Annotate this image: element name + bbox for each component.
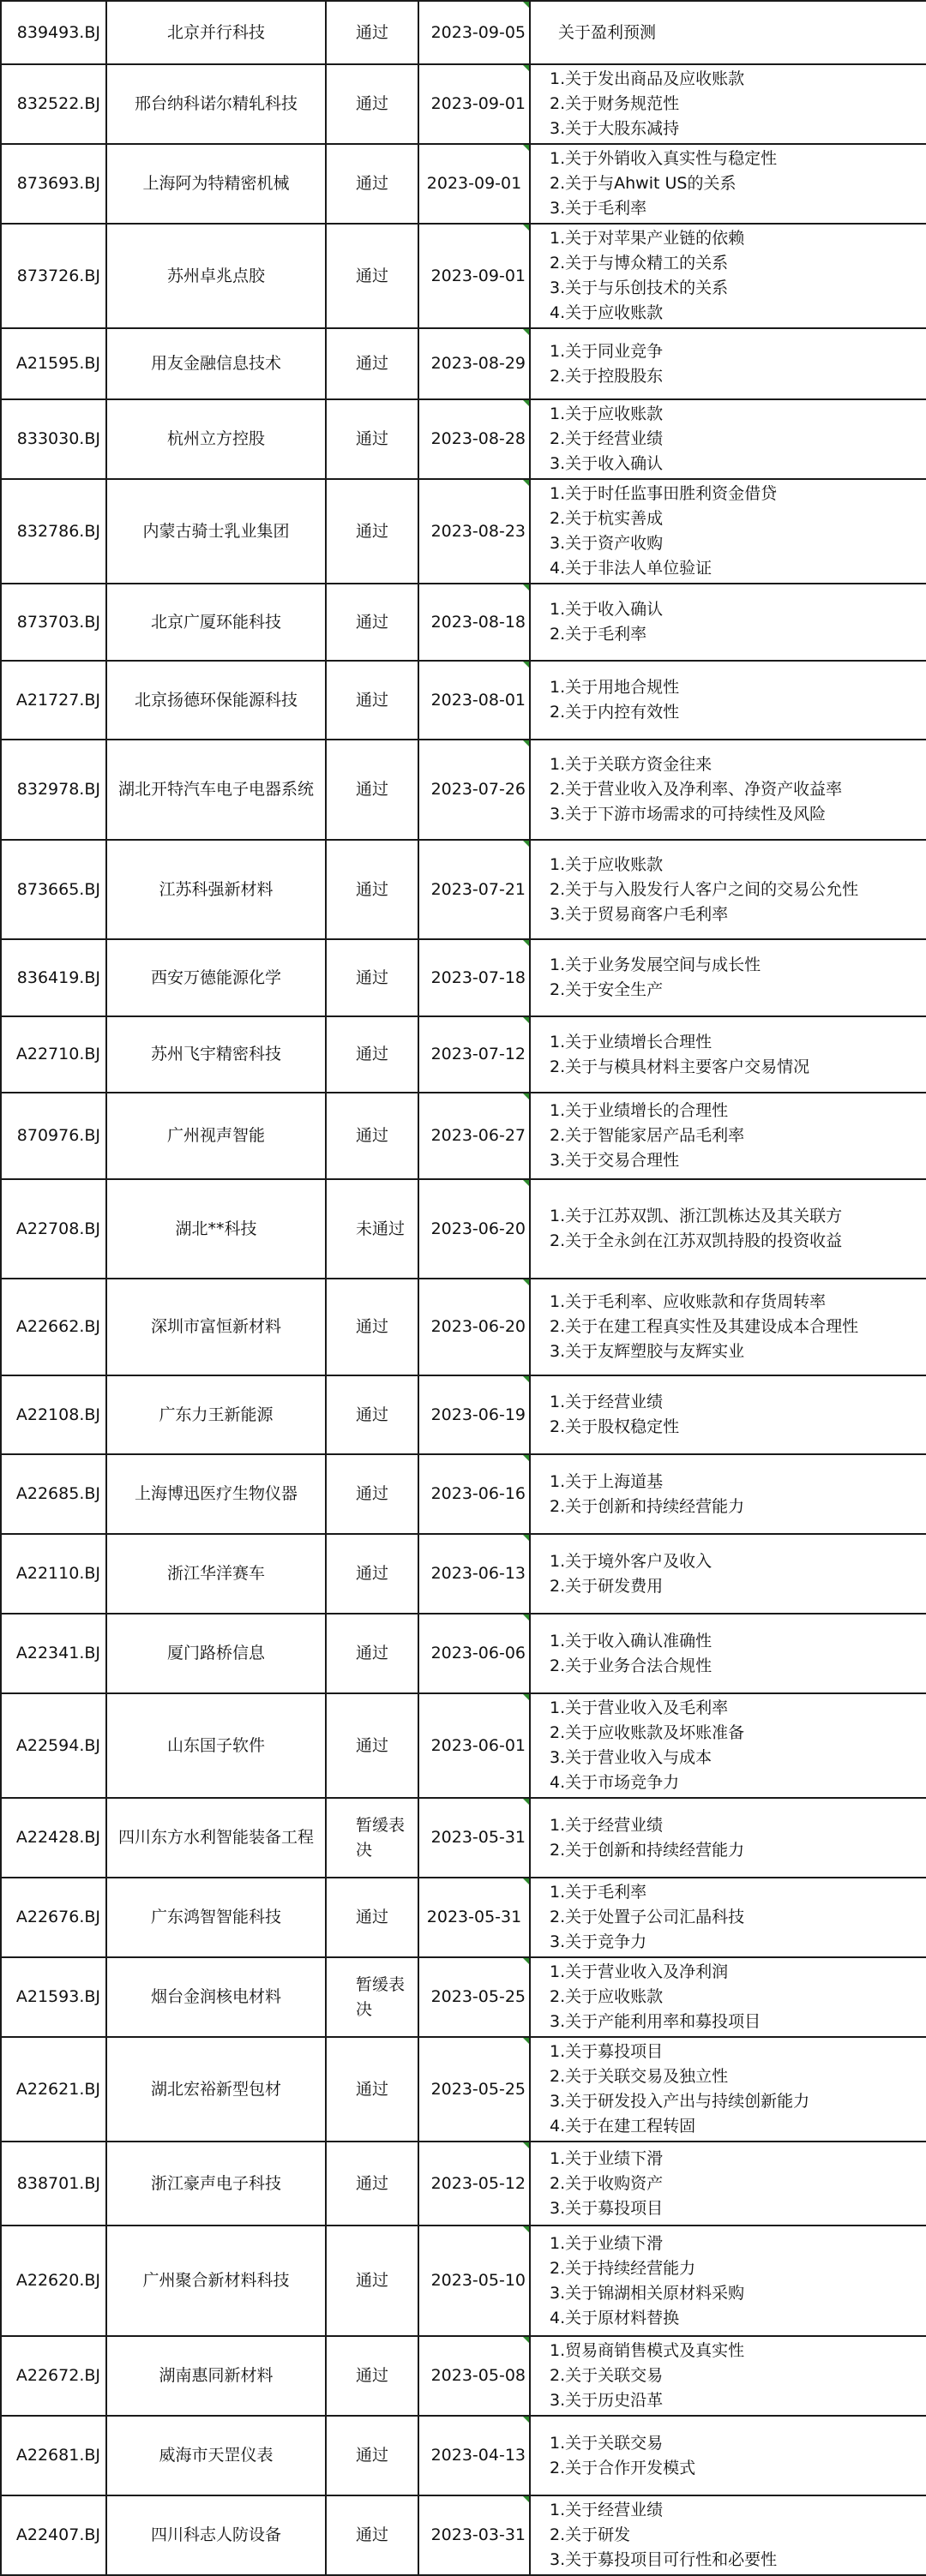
table-body [1, 1, 926, 2575]
inquiry-issue-item: 2.关于与模具材料主要客户交易情况 [550, 1057, 810, 1076]
inquiry-issue-item: 1.关于业绩增长合理性 [550, 1032, 713, 1051]
review-date-cell: 2023-07-12 [418, 1016, 530, 1093]
table-row [1, 840, 926, 939]
review-date-cell: 2023-05-25 [418, 2037, 530, 2142]
table-row [1, 740, 926, 840]
stock-code-cell: A22710.BJ [1, 1016, 106, 1093]
inquiry-issues-cell [530, 1375, 926, 1454]
company-name-cell: 用友金融信息技术 [106, 328, 326, 399]
inquiry-issue-item: 3.关于下游市场需求的可持续性及风险 [550, 805, 827, 824]
review-date-cell: 2023-06-06 [418, 1614, 530, 1693]
inquiry-issue-item: 1.关于营业收入及净利润 [550, 1962, 729, 1981]
company-name-cell: 浙江豪声电子科技 [106, 2142, 326, 2226]
inquiry-issue-item: 1.关于业绩下滑 [550, 2148, 664, 2168]
inquiry-issue-item: 4.关于在建工程转固 [550, 2117, 696, 2136]
table-row [1, 144, 926, 224]
inquiry-issue-item: 1.关于业务发展空间与成长性 [550, 956, 761, 974]
company-name-cell: 上海阿为特精密机械 [106, 144, 326, 224]
review-result-cell: 通过 [326, 1693, 418, 1798]
inquiry-issue-item: 2.关于关联交易 [550, 2366, 664, 2385]
inquiry-issue-item: 2.关于毛利率 [550, 625, 647, 644]
inquiry-issue-item: 1.关于上海道基 [550, 1471, 664, 1491]
table-row [1, 2226, 926, 2336]
review-date-cell: 2023-05-12 [418, 2142, 530, 2226]
review-date-cell: 2023-05-10 [418, 2226, 530, 2336]
review-date-cell: 2023-05-08 [418, 2336, 530, 2416]
inquiry-issues-cell [530, 1957, 926, 2037]
inquiry-issues-cell [530, 1878, 926, 1957]
review-date-cell: 2023-06-20 [418, 1279, 530, 1375]
review-result-cell: 通过 [326, 1454, 418, 1534]
inquiry-issues-cell [530, 399, 926, 479]
table-row [1, 2416, 926, 2495]
company-name-cell: 北京扬德环保能源科技 [106, 661, 326, 740]
company-name-cell: 湖北宏裕新型包材 [106, 2037, 326, 2142]
inquiry-issue-item: 4.关于原材料替换 [550, 2308, 680, 2327]
table-row [1, 1878, 926, 1957]
inquiry-issues-cell [530, 1093, 926, 1179]
review-result-cell: 通过 [326, 939, 418, 1016]
inquiry-issues-cell [530, 224, 926, 328]
review-result-cell: 通过 [326, 64, 418, 144]
stock-code-cell: A22621.BJ [1, 2037, 106, 2142]
inquiry-issue-item: 3.关于友辉塑胶与友辉实业 [550, 1342, 745, 1361]
inquiry-issues-cell [530, 2226, 926, 2336]
inquiry-issue-item: 4.关于应收账款 [550, 303, 664, 322]
inquiry-issue-item: 1.关于经营业绩 [550, 2501, 664, 2519]
review-date-cell: 2023-08-28 [418, 399, 530, 479]
table-row [1, 1798, 926, 1878]
company-name-cell: 苏州飞宇精密科技 [106, 1016, 326, 1093]
review-date-cell: 2023-07-21 [418, 840, 530, 939]
inquiry-issue-item: 2.关于与博众精工的关系 [550, 254, 729, 273]
table-row [1, 479, 926, 584]
table-row [1, 1957, 926, 2037]
inquiry-issue-item: 1.关于经营业绩 [550, 1815, 664, 1835]
inquiry-issue-item: 2.关于创新和持续经营能力 [550, 1840, 745, 1860]
inquiry-issue-item: 3.关于募投项目可行性和必要性 [550, 2550, 778, 2569]
inquiry-issue-item: 2.关于与Ahwit US的关系 [550, 174, 737, 193]
company-name-cell: 浙江华洋赛车 [106, 1534, 326, 1614]
inquiry-issues-cell [530, 1614, 926, 1693]
inquiry-issue-item: 2.关于在建工程真实性及其建设成本合理性 [550, 1317, 859, 1336]
inquiry-issues-cell [530, 144, 926, 224]
review-result-cell: 通过 [326, 740, 418, 840]
stock-code-cell: A22110.BJ [1, 1534, 106, 1614]
inquiry-issue-item: 1.关于营业收入及毛利率 [550, 1698, 729, 1717]
stock-code-cell: A22708.BJ [1, 1179, 106, 1279]
inquiry-issue-item: 2.关于经营业绩 [550, 429, 664, 448]
table-row [1, 399, 926, 479]
stock-code-cell: 870976.BJ [1, 1093, 106, 1179]
inquiry-issue-item: 3.关于锦湖相关原材料采购 [550, 2283, 745, 2303]
inquiry-issues-cell [530, 2495, 926, 2575]
stock-code-cell: A22676.BJ [1, 1878, 106, 1957]
inquiry-issues-cell [530, 661, 926, 740]
review-date-cell: 2023-03-31 [418, 2495, 530, 2575]
inquiry-issues-cell [530, 1, 926, 64]
inquiry-issue-item: 1.关于对苹果产业链的依赖 [550, 229, 745, 248]
inquiry-issues-cell [530, 1798, 926, 1878]
stock-code-cell: 832522.BJ [1, 64, 106, 144]
inquiry-issues-cell [530, 939, 926, 1016]
review-result-cell: 暂缓表决 [326, 1798, 418, 1878]
review-result-cell: 通过 [326, 840, 418, 939]
review-result-cell: 通过 [326, 1614, 418, 1693]
table-row [1, 1, 926, 64]
stock-code-cell: 839493.BJ [1, 1, 106, 64]
review-date-cell: 2023-05-31 [418, 1878, 530, 1957]
stock-code-cell: 873703.BJ [1, 584, 106, 661]
inquiry-issue-item: 2.关于收购资产 [550, 2173, 664, 2193]
stock-code-cell: 873726.BJ [1, 224, 106, 328]
inquiry-issue-item: 1.关于毛利率 [550, 1883, 647, 1902]
inquiry-issue-item: 2.关于创新和持续经营能力 [550, 1496, 745, 1516]
review-date-cell: 2023-06-19 [418, 1375, 530, 1454]
inquiry-issues-cell [530, 2037, 926, 2142]
company-name-cell: 邢台纳科诺尔精轧科技 [106, 64, 326, 144]
review-date-cell: 2023-08-01 [418, 661, 530, 740]
inquiry-issue-item: 3.关于历史沿革 [550, 2391, 664, 2410]
inquiry-issue-item: 1.关于关联交易 [550, 2433, 664, 2453]
inquiry-issue-item: 3.关于收入确认 [550, 454, 664, 473]
inquiry-issue-item: 1.关于用地合规性 [550, 678, 680, 697]
inquiry-issues-cell [530, 479, 926, 584]
inquiry-issue-item: 2.关于持续经营能力 [550, 2258, 696, 2278]
inquiry-issue-item: 2.关于研发费用 [550, 1576, 664, 1596]
review-date-cell: 2023-05-25 [418, 1957, 530, 2037]
inquiry-issue-item: 3.关于募投项目 [550, 2198, 664, 2218]
inquiry-issue-item: 1.关于募投项目 [550, 2042, 664, 2061]
inquiry-issue-item: 4.关于市场竞争力 [550, 1773, 680, 1792]
inquiry-issues-cell [530, 2142, 926, 2226]
company-name-cell: 湖北开特汽车电子电器系统 [106, 740, 326, 840]
inquiry-issue-item: 2.关于合作开发模式 [550, 2458, 696, 2477]
stock-code-cell: 873665.BJ [1, 840, 106, 939]
inquiry-issue-item: 2.关于应收账款 [550, 1987, 664, 2006]
table-row [1, 2037, 926, 2142]
review-result-cell: 通过 [326, 1093, 418, 1179]
inquiry-issue-item: 3.关于与乐创技术的关系 [550, 279, 729, 297]
review-result-cell: 暂缓表决 [326, 1957, 418, 2037]
company-name-cell: 北京并行科技 [106, 1, 326, 64]
company-name-cell: 山东国子软件 [106, 1693, 326, 1798]
company-name-cell: 广东力王新能源 [106, 1375, 326, 1454]
stock-code-cell: A22407.BJ [1, 2495, 106, 2575]
company-name-cell: 广州视声智能 [106, 1093, 326, 1179]
review-result-cell: 通过 [326, 1878, 418, 1957]
stock-code-cell: A22428.BJ [1, 1798, 106, 1878]
table-row [1, 2142, 926, 2226]
stock-code-cell: A22620.BJ [1, 2226, 106, 2336]
review-date-cell: 2023-08-29 [418, 328, 530, 399]
review-date-cell: 2023-09-01 [418, 224, 530, 328]
review-date-cell: 2023-04-13 [418, 2416, 530, 2495]
inquiry-issue-item: 2.关于营业收入及净利率、净资产收益率 [550, 780, 843, 799]
inquiry-issue-item: 3.关于交易合理性 [550, 1151, 680, 1170]
table-row [1, 661, 926, 740]
review-result-cell: 通过 [326, 584, 418, 661]
inquiry-issues-cell [530, 2416, 926, 2495]
inquiry-issue-item: 1.关于业绩下滑 [550, 2233, 664, 2253]
inquiry-issue-item: 1.关于外销收入真实性与稳定性 [550, 149, 778, 168]
review-date-cell: 2023-06-20 [418, 1179, 530, 1279]
inquiry-issue-item: 关于盈利预测 [558, 22, 657, 42]
inquiry-issue-item: 3.关于竞争力 [550, 1932, 647, 1951]
review-result-cell: 通过 [326, 479, 418, 584]
review-result-cell: 通过 [326, 1534, 418, 1614]
review-date-cell: 2023-08-18 [418, 584, 530, 661]
inquiry-issue-item: 3.关于毛利率 [550, 199, 647, 218]
inquiry-issues-cell [530, 64, 926, 144]
company-name-cell: 四川东方水利智能装备工程 [106, 1798, 326, 1878]
review-result-cell: 通过 [326, 2495, 418, 2575]
review-result-cell: 通过 [326, 2416, 418, 2495]
inquiry-issue-item: 3.关于大股东减持 [550, 119, 680, 138]
company-name-cell: 四川科志人防设备 [106, 2495, 326, 2575]
inquiry-issue-item: 1.关于收入确认 [550, 600, 664, 619]
review-result-cell: 通过 [326, 1279, 418, 1375]
company-name-cell: 烟台金润核电材料 [106, 1957, 326, 2037]
stock-code-cell: A21595.BJ [1, 328, 106, 399]
stock-code-cell: 833030.BJ [1, 399, 106, 479]
inquiry-issue-item: 2.关于应收账款及坏账准备 [550, 1723, 745, 1742]
inquiry-issue-item: 1.关于关联方资金往来 [550, 755, 713, 774]
inquiry-issue-item: 1.关于同业竞争 [550, 341, 664, 361]
table-row [1, 1614, 926, 1693]
company-name-cell: 江苏科强新材料 [106, 840, 326, 939]
inquiry-issue-item: 2.关于杭实善成 [550, 509, 664, 528]
inquiry-issues-cell [530, 584, 926, 661]
inquiry-issues-cell [530, 1016, 926, 1093]
inquiry-issues-cell [530, 2336, 926, 2416]
inquiry-issue-item: 2.关于股权稳定性 [550, 1417, 680, 1436]
inquiry-issue-item: 2.关于财务规范性 [550, 94, 680, 113]
review-date-cell: 2023-09-01 [418, 144, 530, 224]
review-result-cell: 通过 [326, 661, 418, 740]
inquiry-issue-item: 1.关于应收账款 [550, 404, 664, 423]
inquiry-issues-cell [530, 1179, 926, 1279]
review-date-cell: 2023-06-01 [418, 1693, 530, 1798]
company-name-cell: 苏州卓兆点胶 [106, 224, 326, 328]
table-row [1, 1179, 926, 1279]
company-name-cell: 深圳市富恒新材料 [106, 1279, 326, 1375]
inquiry-issue-item: 1.关于收入确认准确性 [550, 1631, 713, 1650]
stock-code-cell: A22341.BJ [1, 1614, 106, 1693]
inquiry-issue-item: 1.关于境外客户及收入 [550, 1551, 713, 1571]
review-result-cell: 通过 [326, 2226, 418, 2336]
inquiry-issue-item: 3.关于营业收入与成本 [550, 1748, 713, 1767]
table-row [1, 64, 926, 144]
stock-code-cell: A22594.BJ [1, 1693, 106, 1798]
stock-code-cell: A22681.BJ [1, 2416, 106, 2495]
review-result-cell: 通过 [326, 2037, 418, 2142]
table-row [1, 1693, 926, 1798]
table-row [1, 1534, 926, 1614]
table-row [1, 224, 926, 328]
stock-code-cell: 832786.BJ [1, 479, 106, 584]
inquiry-issue-item: 2.关于全永剑在江苏双凯持股的投资收益 [550, 1231, 843, 1250]
inquiry-issue-item: 2.关于与入股发行人客户之间的交易公允性 [550, 879, 859, 899]
inquiry-issue-item: 1.关于发出商品及应收账款 [550, 69, 745, 88]
review-date-cell: 2023-09-01 [418, 64, 530, 144]
inquiry-issue-item: 1.关于应收账款 [550, 854, 664, 874]
review-result-cell: 通过 [326, 1016, 418, 1093]
inquiry-issue-item: 2.关于智能家居产品毛利率 [550, 1126, 745, 1145]
inquiry-issue-item: 4.关于非法人单位验证 [550, 559, 713, 578]
table-row [1, 2495, 926, 2575]
stock-code-cell: A22672.BJ [1, 2336, 106, 2416]
review-date-cell: 2023-07-26 [418, 740, 530, 840]
inquiry-issue-item: 1.关于江苏双凯、浙江凯栋达及其关联方 [550, 1207, 843, 1225]
company-name-cell: 厦门路桥信息 [106, 1614, 326, 1693]
company-name-cell: 广东鸿智智能科技 [106, 1878, 326, 1957]
review-result-cell: 通过 [326, 399, 418, 479]
inquiry-issue-item: 1.关于业绩增长的合理性 [550, 1101, 729, 1120]
inquiry-issue-item: 3.关于资产收购 [550, 534, 664, 553]
review-date-cell: 2023-08-23 [418, 479, 530, 584]
review-date-cell: 2023-06-27 [418, 1093, 530, 1179]
inquiry-issue-item: 3.关于贸易商客户毛利率 [550, 904, 729, 924]
table-row [1, 1454, 926, 1534]
inquiry-issues-cell [530, 1534, 926, 1614]
review-result-cell: 通过 [326, 2142, 418, 2226]
review-result-cell: 通过 [326, 2336, 418, 2416]
inquiry-issue-item: 1.关于毛利率、应收账款和存货周转率 [550, 1292, 827, 1311]
company-name-cell: 上海博迅医疗生物仪器 [106, 1454, 326, 1534]
review-date-cell: 2023-09-05 [418, 1, 530, 64]
stock-code-cell: A21593.BJ [1, 1957, 106, 2037]
inquiry-issue-item: 2.关于研发 [550, 2525, 631, 2544]
company-name-cell: 广州聚合新材料科技 [106, 2226, 326, 2336]
inquiry-issue-item: 2.关于处置子公司汇晶科技 [550, 1908, 745, 1926]
inquiry-issue-item: 3.关于研发投入产出与持续创新能力 [550, 2092, 810, 2111]
table-row [1, 939, 926, 1016]
review-result-cell: 通过 [326, 328, 418, 399]
company-name-cell: 北京广厦环能科技 [106, 584, 326, 661]
inquiry-issue-item: 2.关于内控有效性 [550, 703, 680, 722]
company-name-cell: 威海市天罡仪表 [106, 2416, 326, 2495]
company-name-cell: 西安万德能源化学 [106, 939, 326, 1016]
table-row [1, 1375, 926, 1454]
review-result-cell: 通过 [326, 224, 418, 328]
company-name-cell: 杭州立方控股 [106, 399, 326, 479]
inquiry-issue-item: 3.关于产能利用率和募投项目 [550, 2012, 761, 2031]
table-row [1, 328, 926, 399]
review-date-cell: 2023-07-18 [418, 939, 530, 1016]
table-row [1, 1279, 926, 1375]
inquiry-issue-item: 1.贸易商销售模式及真实性 [550, 2341, 745, 2360]
stock-code-cell: 836419.BJ [1, 939, 106, 1016]
table-row [1, 584, 926, 661]
inquiry-issue-item: 1.关于经营业绩 [550, 1393, 664, 1411]
inquiry-issues-cell [530, 1693, 926, 1798]
inquiry-issue-item: 2.关于关联交易及独立性 [550, 2067, 729, 2086]
company-name-cell: 内蒙古骑士乳业集团 [106, 479, 326, 584]
review-result-cell: 未通过 [326, 1179, 418, 1279]
review-result-cell: 通过 [326, 1375, 418, 1454]
stock-code-cell: A21727.BJ [1, 661, 106, 740]
company-name-cell: 湖北**科技 [106, 1179, 326, 1279]
review-date-cell: 2023-06-16 [418, 1454, 530, 1534]
inquiry-issue-item: 2.关于安全生产 [550, 980, 664, 999]
inquiry-issue-item: 2.关于业务合法合规性 [550, 1656, 713, 1675]
review-result-cell: 通过 [326, 1, 418, 64]
inquiry-issue-item: 1.关于时任监事田胜利资金借贷 [550, 484, 778, 503]
stock-code-cell: 838701.BJ [1, 2142, 106, 2226]
stock-code-cell: 873693.BJ [1, 144, 106, 224]
review-date-cell: 2023-06-13 [418, 1534, 530, 1614]
inquiry-issues-cell [530, 1279, 926, 1375]
stock-code-cell: A22108.BJ [1, 1375, 106, 1454]
inquiry-issues-cell [530, 840, 926, 939]
inquiry-issues-cell [530, 328, 926, 399]
review-result-cell: 通过 [326, 144, 418, 224]
table-row [1, 2336, 926, 2416]
review-date-cell: 2023-05-31 [418, 1798, 530, 1878]
company-name-cell: 湖南惠同新材料 [106, 2336, 326, 2416]
stock-code-cell: A22685.BJ [1, 1454, 106, 1534]
table-row [1, 1093, 926, 1179]
inquiry-issue-item: 2.关于控股股东 [550, 366, 664, 386]
inquiry-issues-cell [530, 1454, 926, 1534]
stock-code-cell: 832978.BJ [1, 740, 106, 840]
stock-code-cell: A22662.BJ [1, 1279, 106, 1375]
table-row [1, 1016, 926, 1093]
inquiry-issues-cell [530, 740, 926, 840]
